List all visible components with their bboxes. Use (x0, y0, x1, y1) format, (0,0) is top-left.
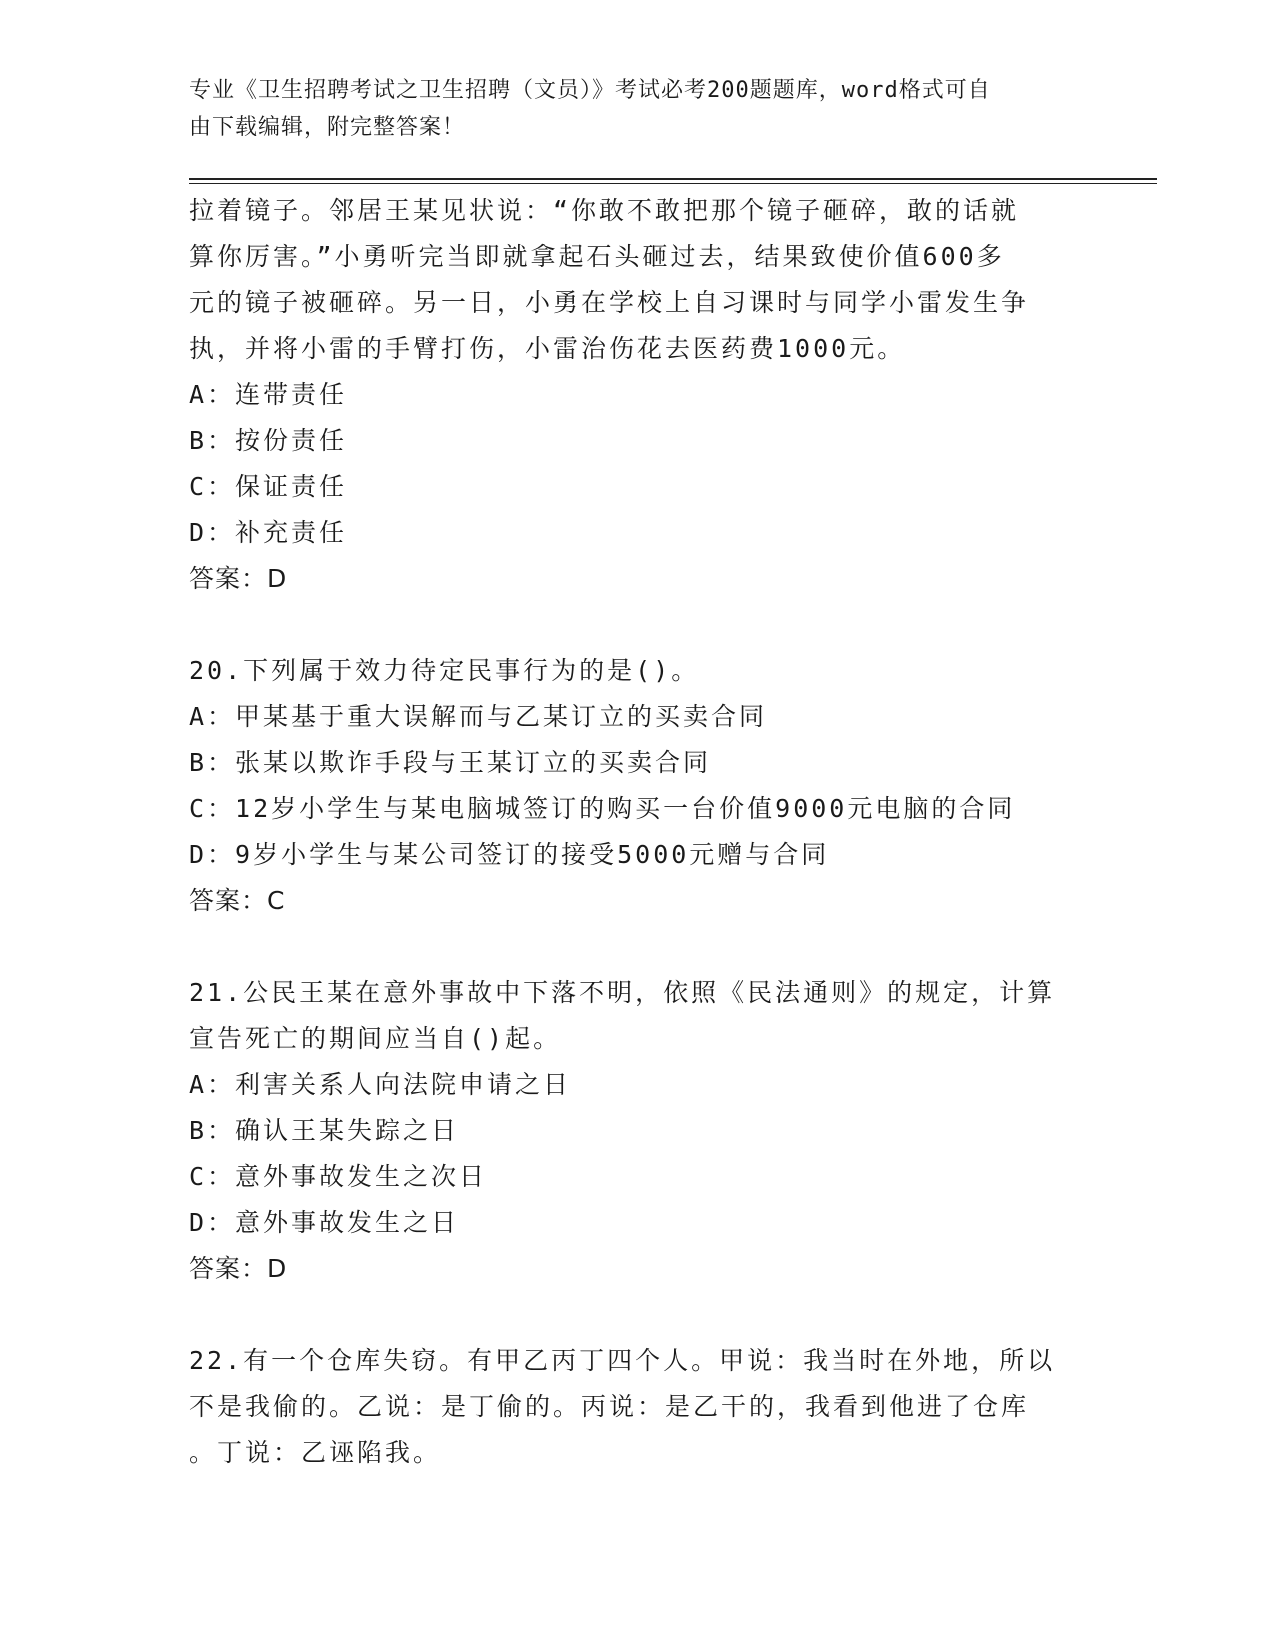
spacer (189, 602, 1089, 648)
option-d: D：意外事故发生之日 (189, 1208, 460, 1237)
question-stem-line: 不是我偷的。乙说：是丁偷的。丙说：是乙干的，我看到他进了仓库 (189, 1392, 1030, 1421)
question-stem-line: 拉着镜子。邻居王某见状说：“你敢不敢把那个镜子砸碎，敢的话就 (189, 196, 1020, 225)
document-header (189, 72, 1069, 146)
question-stem-line: 执，并将小雷的手臂打伤，小雷治伤花去医药费1000元。 (189, 334, 906, 363)
option-d: D：补充责任 (189, 518, 348, 547)
option-b: B：按份责任 (189, 426, 348, 455)
answer-line: 答案：C (189, 886, 286, 915)
spacer (189, 924, 1089, 970)
question-stem-line: 21.公民王某在意外事故中下落不明，依照《民法通则》的规定，计算 (189, 978, 1056, 1007)
question-20 (189, 648, 1089, 924)
option-d: D：9岁小学生与某公司签订的接受5000元赠与合同 (189, 840, 830, 869)
header-title-line-1: 专业《卫生招聘考试之卫生招聘（文员）》考试必考200题题库，word格式可自 (189, 78, 991, 103)
question-21 (189, 970, 1089, 1292)
header-divider-thick (189, 178, 1157, 180)
option-c: C：意外事故发生之次日 (189, 1162, 488, 1191)
question-22 (189, 1338, 1089, 1476)
option-b: B：张某以欺诈手段与王某订立的买卖合同 (189, 748, 712, 777)
answer-line: 答案：D (189, 1254, 288, 1283)
question-stem-line: 宣告死亡的期间应当自()起。 (189, 1024, 562, 1053)
option-b: B：确认王某失踪之日 (189, 1116, 460, 1145)
question-stem-line: 20.下列属于效力待定民事行为的是()。 (189, 656, 700, 685)
question-19 (189, 188, 1089, 602)
header-divider-thin (189, 183, 1157, 184)
spacer (189, 1292, 1089, 1338)
question-stem-line: 算你厉害。”小勇听完当即就拿起石头砸过去，结果致使价值600多 (189, 242, 1005, 271)
option-a: A：甲某基于重大误解而与乙某订立的买卖合同 (189, 702, 768, 731)
option-a: A：连带责任 (189, 380, 348, 409)
option-a: A：利害关系人向法院申请之日 (189, 1070, 572, 1099)
question-stem-line: 22.有一个仓库失窃。有甲乙丙丁四个人。甲说：我当时在外地，所以 (189, 1346, 1056, 1375)
header-title-line-2: 由下载编辑，附完整答案！ (189, 115, 466, 140)
question-stem-line: 。丁说：乙诬陷我。 (189, 1438, 442, 1467)
option-c: C：12岁小学生与某电脑城签订的购买一台价值9000元电脑的合同 (189, 794, 1016, 823)
answer-line: 答案：D (189, 564, 288, 593)
question-stem-line: 元的镜子被砸碎。另一日，小勇在学校上自习课时与同学小雷发生争 (189, 288, 1030, 317)
document-body (189, 188, 1089, 1476)
option-c: C：保证责任 (189, 472, 348, 501)
